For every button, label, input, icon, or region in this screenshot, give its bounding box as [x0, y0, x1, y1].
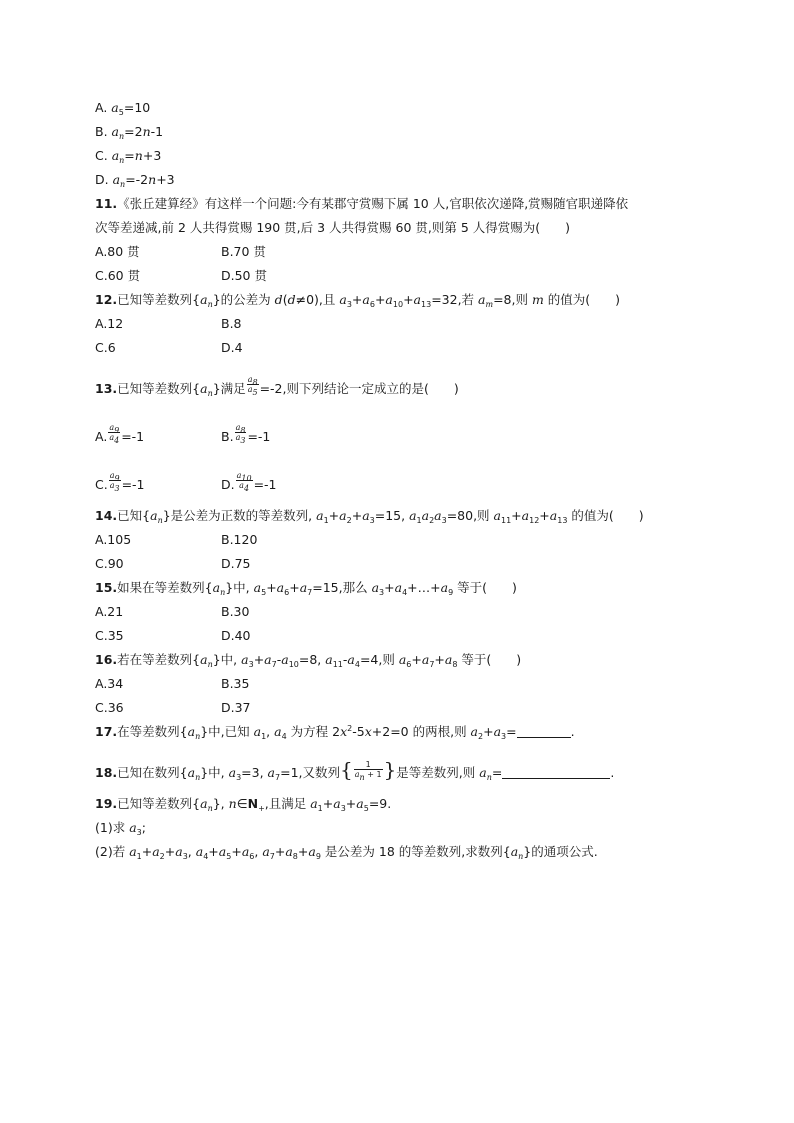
q13-option-b: B. $\frac{a_8}{a_3}$ =-1 [221, 423, 271, 445]
q19-part1: (1)求 $a_3$; [95, 820, 146, 837]
q15-option-d: D.40 [221, 628, 251, 643]
q19-part2: (2)若 $a_1+a_2+a_3$, $a_4+a_5+a_6$, $a_7+a_8+a_9$ 是公差为 18 的等差数列,求数列$\{a_n\}$的通项公式. [95, 844, 598, 861]
q14-stem: 14.已知$\{a_n\}$是公差为正数的等差数列, $a_1+a_2+a_3=15$, $a_1a_2a_3=80$,则 $a_{11}+a_{12}+a_{13}$ 的值为( ) [95, 508, 644, 525]
q17-stem: 17.在等差数列$\{a_n\}$中,已知 $a_1$, $a_4$ 为方程 $2x^2-5x+2=0$ 的两根,则 $a_2+a_3=$ . [95, 724, 575, 741]
q10-option-d: D. $a_n=-2n+3$ [95, 172, 175, 189]
q10-option-b: B. $a_n=2n-1$ [95, 124, 164, 141]
q15-option-a: A.21 [95, 604, 124, 619]
q14-option-d: D.75 [221, 556, 251, 571]
q11-option-d: D.50 贯 [221, 268, 267, 283]
q12-option-d: D.4 [221, 340, 243, 355]
q16-stem: 16.若在等差数列$\{a_n\}$中, $a_3+a_7-a_{10}=8$, $a_{11}-a_4=4$,则 $a_6+a_7+a_8$ 等于( ) [95, 652, 522, 669]
q15-option-b: B.30 [221, 604, 250, 619]
q16-option-b: B.35 [221, 676, 250, 691]
q11-stem-line2: 次等差递减,前 2 人共得赏赐 190 贯,后 3 人共得赏赐 60 贯,则第 5 人得赏赐为( ) [95, 220, 571, 235]
q18-answer-blank[interactable] [502, 766, 610, 779]
q19-stem: 19.已知等差数列$\{a_n\}$, $n\in N_+$,且满足 $a_1+a_3+a_5=9$. [95, 796, 392, 813]
q12-stem: 12.已知等差数列$\{a_n\}$的公差为 d(d≠0),且 $a_3+a_6+a_{10}+a_{13}=32$,若 $a_m=8$,则 m 的值为( ) [95, 292, 621, 309]
q15-stem: 15.如果在等差数列$\{a_n\}$中, $a_5+a_6+a_7=15$,那么 $a_3+a_4+\dots+a_9$ 等于( ) [95, 580, 517, 597]
q11-number: 11. [95, 196, 118, 211]
q11-option-a: A.80 贯 [95, 244, 140, 259]
q14-option-a: A.105 [95, 532, 132, 547]
q12-option-b: B.8 [221, 316, 242, 331]
q14-option-c: C.90 [95, 556, 124, 571]
q17-answer-blank[interactable] [517, 725, 571, 738]
q18-stem: 18.已知在数列$\{a_n\}$中, $a_3=3$, $a_7=1$,又数列{ $\frac{1}{a_n + 1}$ }是等差数列,则 $a_n=$ . [95, 757, 615, 782]
q11-option-b: B.70 贯 [221, 244, 266, 259]
q15-option-c: C.35 [95, 628, 124, 643]
q16-option-a: A.34 [95, 676, 124, 691]
q13-option-a: A. $\frac{a_9}{a_4}$ =-1 [95, 423, 145, 445]
q16-option-c: C.36 [95, 700, 124, 715]
q11-stem-line1: 11.《张丘建算经》有这样一个问题:今有某郡守赏赐下属 10 人,官职依次递降,赏赐随官职递降依 [95, 196, 629, 211]
q13-option-c: C. $\frac{a_9}{a_3}$ =-1 [95, 471, 145, 493]
q12-option-a: A.12 [95, 316, 124, 331]
q10-option-c: C. $a_n=n+3$ [95, 148, 162, 165]
q13-stem: 13.已知等差数列$\{a_n\}$满足 $\frac{a_8}{a_5}$ =-2,则下列结论一定成立的是( ) [95, 375, 459, 398]
q14-option-b: B.120 [221, 532, 258, 547]
q10-option-a: A. $a_5=10$ [95, 100, 151, 117]
q11-option-c: C.60 贯 [95, 268, 141, 283]
q16-option-d: D.37 [221, 700, 251, 715]
q13-option-d: D. $\frac{a_{10}}{a_4}$ =-1 [221, 471, 277, 493]
q12-option-c: C.6 [95, 340, 116, 355]
